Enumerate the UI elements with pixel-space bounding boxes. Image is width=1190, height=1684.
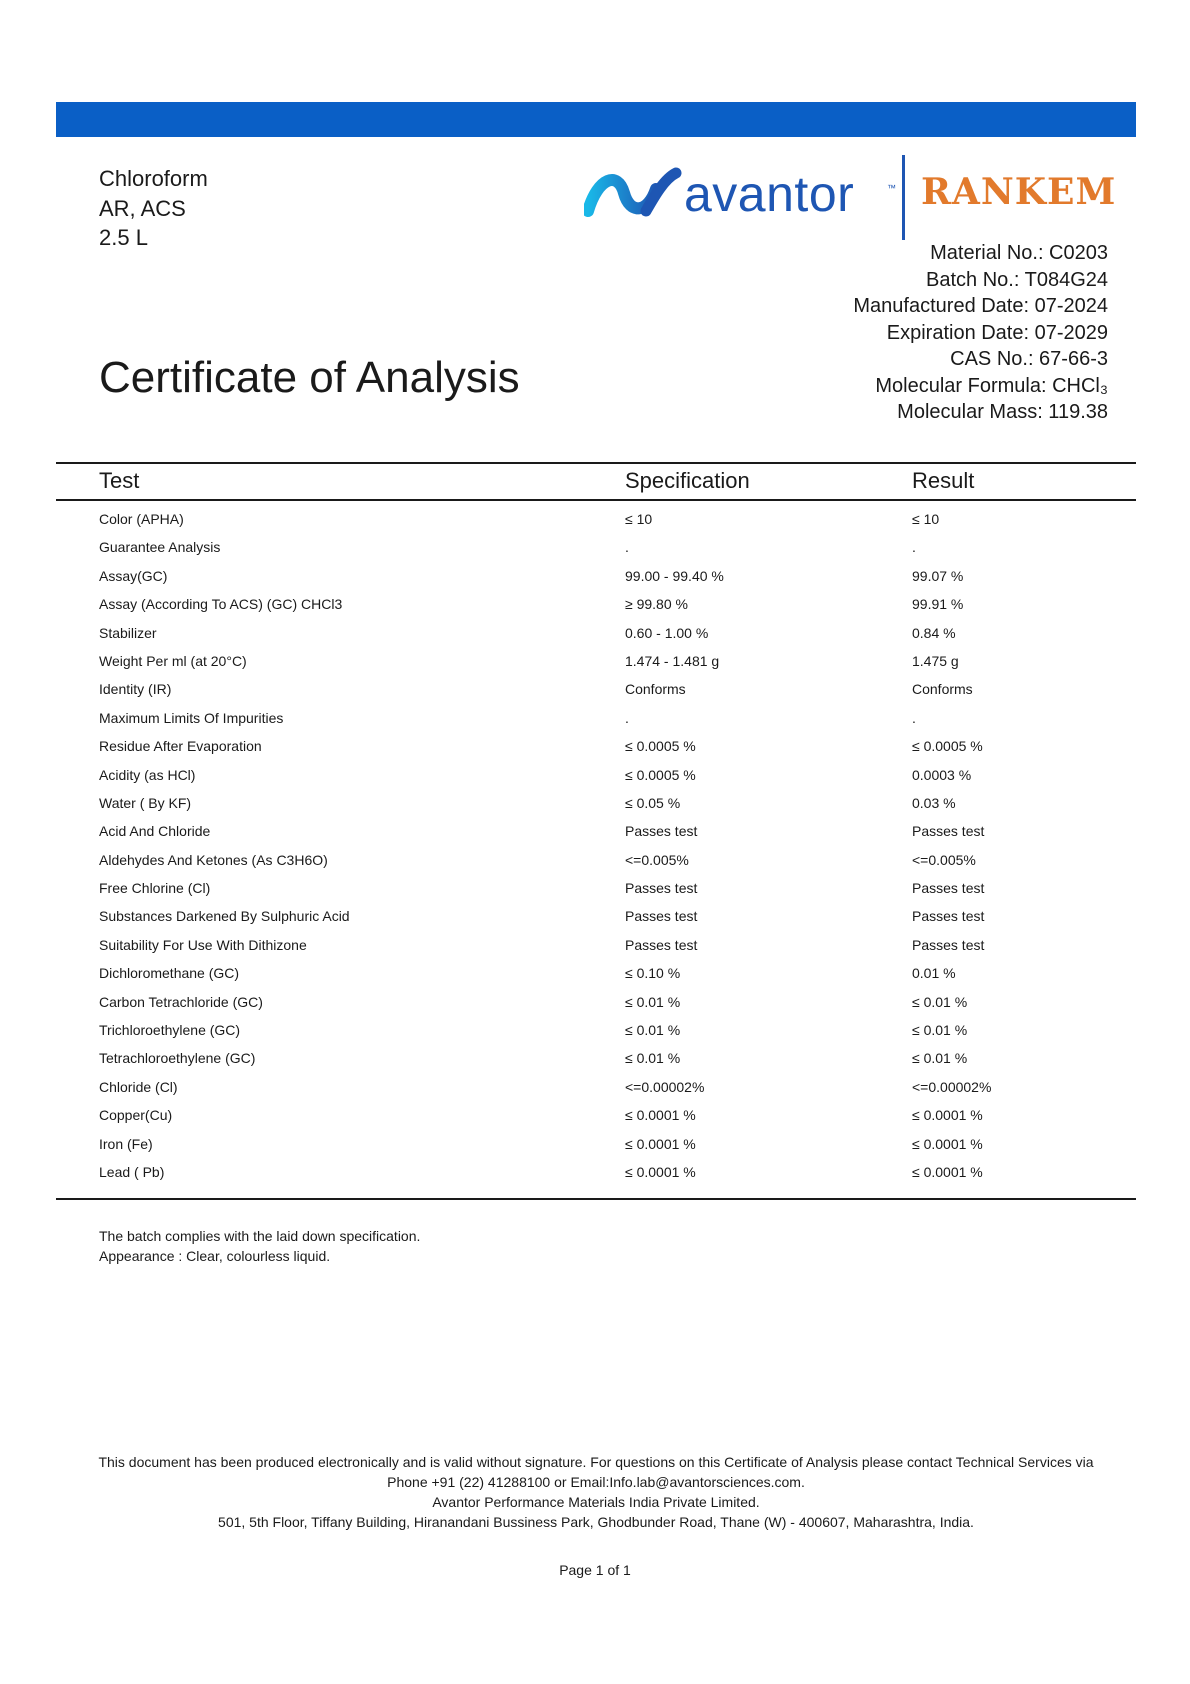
cell-test: Acid And Chloride: [99, 823, 211, 840]
product-grade: AR, ACS: [99, 195, 186, 221]
table-row: [0, 901, 1190, 929]
table-row: [0, 504, 1190, 532]
cell-specification: ≤ 10: [625, 511, 653, 527]
table-row: [0, 760, 1190, 788]
material-number: Material No.: C0203: [930, 242, 1108, 264]
cell-result: ≤ 0.01 %: [912, 993, 968, 1010]
notes: [99, 1226, 420, 1266]
cell-specification: ≤ 0.01 %: [625, 1050, 681, 1067]
avantor-rankem-logo: [584, 155, 1117, 240]
table-row: [0, 930, 1190, 958]
cell-test: Residue After Evaporation: [99, 738, 262, 755]
cell-specification: 99.00 - 99.40 %: [625, 567, 724, 584]
cell-test: Chloride (Cl): [99, 1078, 178, 1095]
cell-test: Identity (IR): [99, 681, 172, 698]
molecular-mass: Molecular Mass: 119.38: [897, 401, 1108, 423]
table-row: [0, 561, 1190, 589]
cell-test: Trichloroethylene (GC): [99, 1022, 241, 1039]
header-color-bar: [56, 102, 1136, 137]
table-top-rule: [56, 462, 1136, 464]
cell-test: Tetrachloroethylene (GC): [99, 1050, 256, 1067]
product-size: 2.5 L: [99, 225, 148, 250]
cell-test: Weight Per ml (at 20°C): [99, 652, 247, 669]
table-row: [0, 589, 1190, 617]
cell-result: ≤ 0.01 %: [912, 1022, 968, 1039]
cell-specification: Passes test: [625, 908, 698, 925]
cell-result: Conforms: [912, 681, 973, 698]
cell-test: Dichloromethane (GC): [99, 965, 240, 982]
cell-specification: ≤ 0.01 %: [625, 993, 681, 1010]
footer: [56, 1452, 1136, 1532]
cell-result: Passes test: [912, 936, 985, 953]
cell-result: ≤ 0.0001 %: [912, 1163, 983, 1180]
table-row: [0, 674, 1190, 702]
cell-result: ≤ 10: [912, 511, 940, 527]
cell-specification: ≤ 0.0001 %: [625, 1135, 696, 1152]
batch-number: Batch No.: T084G24: [926, 268, 1108, 291]
cell-specification: Conforms: [625, 681, 686, 698]
appearance-note: Appearance : Clear, colourless liquid.: [99, 1248, 331, 1264]
footer-disclaimer: This document has been produced electronically and is valid without signature. For questions on this Certificate of Analysis please contact Technical Services via: [98, 1454, 1094, 1470]
cell-test: Stabilizer: [99, 624, 157, 641]
table-row: [0, 703, 1190, 731]
cell-test: Carbon Tetrachloride (GC): [99, 993, 263, 1010]
logo-divider: [902, 155, 905, 240]
cell-specification: .: [625, 709, 629, 726]
table-row: [0, 1043, 1190, 1071]
cell-specification: ≤ 0.0005 %: [625, 738, 696, 755]
cell-specification: 1.474 - 1.481 g: [625, 652, 720, 669]
cell-result: <=0.00002%: [912, 1078, 992, 1095]
cell-result: .: [912, 709, 916, 726]
trademark-symbol: ™: [887, 183, 896, 193]
cell-result: 0.84 %: [912, 624, 956, 641]
table-row: [0, 1015, 1190, 1043]
cell-test: Acidity (as HCl): [99, 766, 196, 783]
cell-result: Passes test: [912, 908, 985, 925]
material-details: [853, 240, 1108, 426]
document-title: Certificate of Analysis: [99, 353, 520, 402]
cell-result: 0.0003 %: [912, 766, 972, 783]
cell-test: Assay(GC): [99, 567, 168, 584]
cell-result: 0.03 %: [912, 794, 956, 811]
footer-contact: Phone +91 (22) 41288100 or Email:Info.lab@avantorsciences.com.: [387, 1474, 805, 1490]
table-row: [0, 788, 1190, 816]
cell-result: .: [912, 539, 916, 556]
cell-test: Maximum Limits Of Impurities: [99, 709, 284, 726]
compliance-note: The batch complies with the laid down specification.: [99, 1228, 421, 1244]
table-row: [0, 618, 1190, 646]
cell-result: 1.475 g: [912, 652, 959, 669]
product-name: Chloroform: [99, 166, 208, 191]
cell-result: Passes test: [912, 880, 985, 897]
results-table-body: [0, 504, 1190, 1185]
cell-result: 0.01 %: [912, 965, 956, 982]
cell-specification: Passes test: [625, 880, 698, 897]
cell-test: Water ( By KF): [99, 794, 192, 811]
header-specification: Specification: [625, 468, 750, 493]
cell-test: Substances Darkened By Sulphuric Acid: [99, 908, 350, 925]
cell-specification: 0.60 - 1.00 %: [625, 624, 709, 641]
cell-result: ≤ 0.0001 %: [912, 1135, 983, 1152]
cell-test: Lead ( Pb): [99, 1163, 165, 1180]
table-row: [0, 845, 1190, 873]
table-row: [0, 1129, 1190, 1157]
page-number: Page 1 of 1: [559, 1562, 631, 1578]
cell-result: ≤ 0.0005 %: [912, 738, 983, 755]
manufactured-date: Manufactured Date: 07-2024: [853, 295, 1108, 317]
cell-result: <=0.005%: [912, 851, 976, 868]
molecular-formula: Molecular Formula: CHCl₃: [875, 374, 1108, 397]
product-info: [99, 164, 208, 253]
cell-specification: <=0.00002%: [625, 1078, 705, 1095]
cell-result: 99.91 %: [912, 596, 964, 613]
table-row: [0, 731, 1190, 759]
header-result: Result: [912, 468, 975, 493]
cell-specification: ≥ 99.80 %: [625, 596, 688, 613]
table-row: [0, 1100, 1190, 1128]
cell-specification: .: [625, 539, 629, 556]
table-header-rule: [56, 499, 1136, 501]
cell-specification: ≤ 0.05 %: [625, 794, 681, 811]
table-row: [0, 1157, 1190, 1185]
cell-specification: Passes test: [625, 936, 698, 953]
cas-number: CAS No.: 67-66-3: [950, 348, 1108, 370]
header-test: Test: [99, 468, 140, 493]
cell-specification: ≤ 0.01 %: [625, 1022, 681, 1039]
cell-specification: ≤ 0.10 %: [625, 965, 681, 982]
table-row: [0, 958, 1190, 986]
cell-result: ≤ 0.01 %: [912, 1050, 968, 1067]
cell-test: Color (APHA): [99, 511, 184, 527]
cell-specification: <=0.005%: [625, 851, 689, 868]
cell-test: Guarantee Analysis: [99, 539, 221, 556]
avantor-wordmark: avantor: [684, 166, 855, 222]
table-row: [0, 816, 1190, 844]
cell-result: ≤ 0.0001 %: [912, 1107, 983, 1124]
cell-result: 99.07 %: [912, 567, 964, 584]
table-row: [0, 873, 1190, 901]
table-row: [0, 532, 1190, 560]
table-row: [0, 646, 1190, 674]
cell-result: Passes test: [912, 823, 985, 840]
cell-test: Assay (According To ACS) (GC) CHCl3: [99, 596, 343, 613]
cell-test: Free Chlorine (Cl): [99, 880, 211, 897]
table-bottom-rule: [56, 1198, 1136, 1200]
footer-company: Avantor Performance Materials India Private Limited.: [432, 1494, 760, 1510]
cell-test: Copper(Cu): [99, 1107, 173, 1124]
expiration-date: Expiration Date: 07-2029: [886, 321, 1108, 344]
avantor-swoosh-icon: [584, 167, 682, 219]
cell-specification: Passes test: [625, 823, 698, 840]
cell-specification: ≤ 0.0005 %: [625, 766, 696, 783]
cell-specification: ≤ 0.0001 %: [625, 1163, 696, 1180]
cell-test: Iron (Fe): [99, 1135, 153, 1152]
cell-test: Aldehydes And Ketones (As C3H6O): [99, 851, 328, 868]
cell-specification: ≤ 0.0001 %: [625, 1107, 696, 1124]
table-row: [0, 1072, 1190, 1100]
rankem-wordmark: RANKEM: [921, 171, 1117, 213]
table-row: [0, 987, 1190, 1015]
footer-address: 501, 5th Floor, Tiffany Building, Hiranandani Bussiness Park, Ghodbunder Road, Thane (W) - 400607, Maharashtra, India.: [218, 1514, 974, 1530]
cell-test: Suitability For Use With Dithizone: [99, 936, 307, 953]
